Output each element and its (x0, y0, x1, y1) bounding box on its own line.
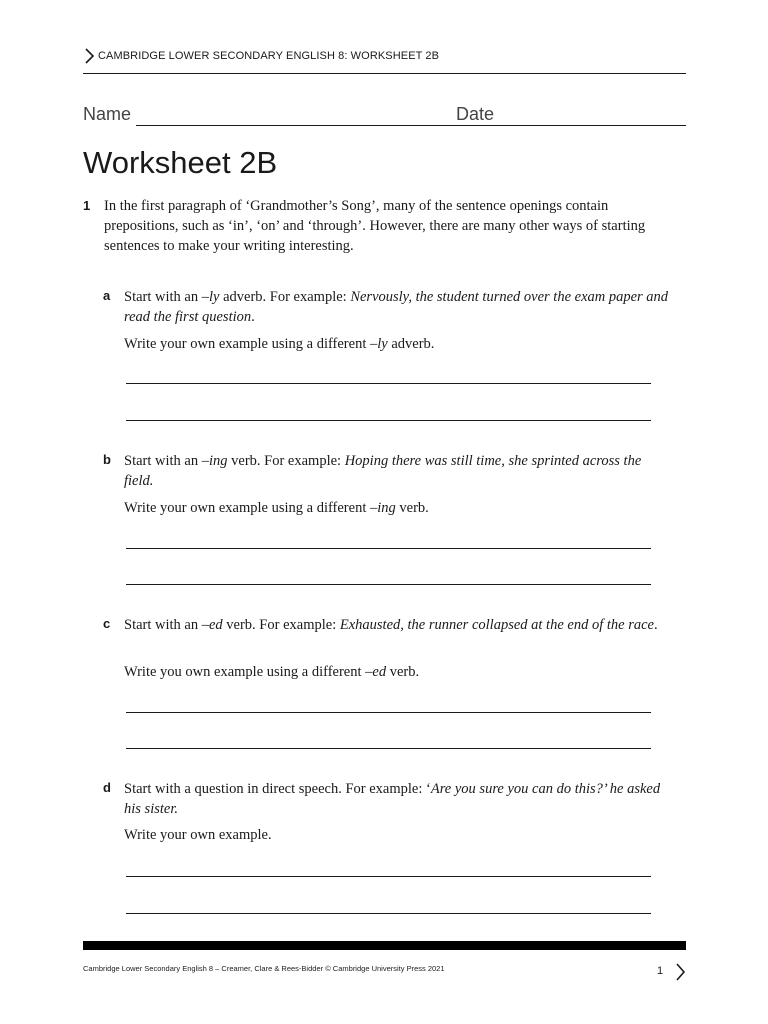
prompt-text: Start with a question in direct speech. For example: ‘ (124, 781, 431, 797)
date-label: Date (456, 104, 495, 124)
answer-line[interactable] (126, 383, 651, 384)
page-title: Worksheet 2B (83, 145, 278, 180)
item-prompt (124, 287, 669, 327)
instruction-text: Write your own example using a different (124, 500, 370, 516)
prompt-text: Start with an (124, 617, 202, 633)
question-number: 1 (83, 198, 91, 213)
prompt-text: . (653, 617, 658, 633)
item-instruction (124, 336, 434, 353)
instruction-text: Write your own example using a different (124, 336, 370, 352)
chevron-right-icon[interactable] (674, 963, 686, 981)
question-text: In the first paragraph of ‘Grandmother’s Song’, many of the sentence openings contain prepositions, such as ‘in’, ‘on’ and ‘through’. However, there are many other ways of starting sentences to make your writing interesting. (104, 198, 646, 254)
answer-line[interactable] (126, 420, 651, 421)
item-letter: d (103, 780, 111, 795)
item-instruction (124, 500, 429, 517)
prompt-text: verb. For example: (222, 617, 340, 633)
item-letter: c (103, 616, 111, 631)
item-prompt (124, 615, 669, 635)
item-instruction (124, 664, 419, 681)
instruction-text: verb. (395, 500, 429, 516)
item-instruction (124, 827, 272, 844)
prompt-text: Start with an (124, 453, 202, 469)
prompt-text: verb. For example: (227, 453, 345, 469)
running-header (83, 46, 686, 74)
answer-line[interactable] (126, 876, 651, 877)
prompt-text: adverb. For example: (219, 289, 351, 305)
item-prompt (124, 779, 669, 819)
item-letter: a (103, 288, 111, 303)
header-title: CAMBRIDGE LOWER SECONDARY ENGLISH 8: WORKSHEET 2B (98, 50, 440, 62)
instruction-text: adverb. (387, 336, 435, 352)
example-text: Nervously, the student turned over the exam paper and read the first question (124, 289, 669, 325)
suffix-text: –ed (201, 617, 223, 633)
footer-credit: Cambridge Lower Secondary English 8 – Creamer, Clare & Rees-Bidder © Cambridge University Press 2021 (83, 964, 445, 973)
instruction-text: Write your own example. (124, 827, 272, 843)
footer-rule (83, 941, 686, 950)
answer-line[interactable] (126, 548, 651, 549)
suffix-text: –ly (201, 289, 220, 305)
suffix-text: –ing (201, 453, 228, 469)
answer-line[interactable] (126, 584, 651, 585)
example-text: Hoping there was still time, she sprinted across the field. (124, 453, 642, 489)
answer-line[interactable] (126, 712, 651, 713)
suffix-text: –ing (369, 500, 396, 516)
answer-line[interactable] (126, 748, 651, 749)
date-field[interactable] (499, 125, 686, 126)
example-text: Exhausted, the runner collapsed at the end of the race (339, 617, 654, 633)
name-date-row (83, 104, 686, 128)
chevron-right-icon (83, 48, 95, 64)
item-prompt (124, 451, 669, 491)
name-field[interactable] (136, 125, 533, 126)
suffix-text: –ly (369, 336, 388, 352)
instruction-text: verb. (386, 664, 420, 680)
name-label: Name (83, 104, 132, 124)
prompt-text: Start with an (124, 289, 202, 305)
item-letter: b (103, 452, 111, 467)
instruction-text: Write you own example using a different (124, 664, 366, 680)
example-text: Are you sure you can do this?’ he asked his sister. (124, 781, 661, 817)
suffix-text: –ed (365, 664, 387, 680)
prompt-text: . (251, 309, 255, 325)
page-number: 1 (657, 965, 664, 977)
answer-line[interactable] (126, 913, 651, 914)
